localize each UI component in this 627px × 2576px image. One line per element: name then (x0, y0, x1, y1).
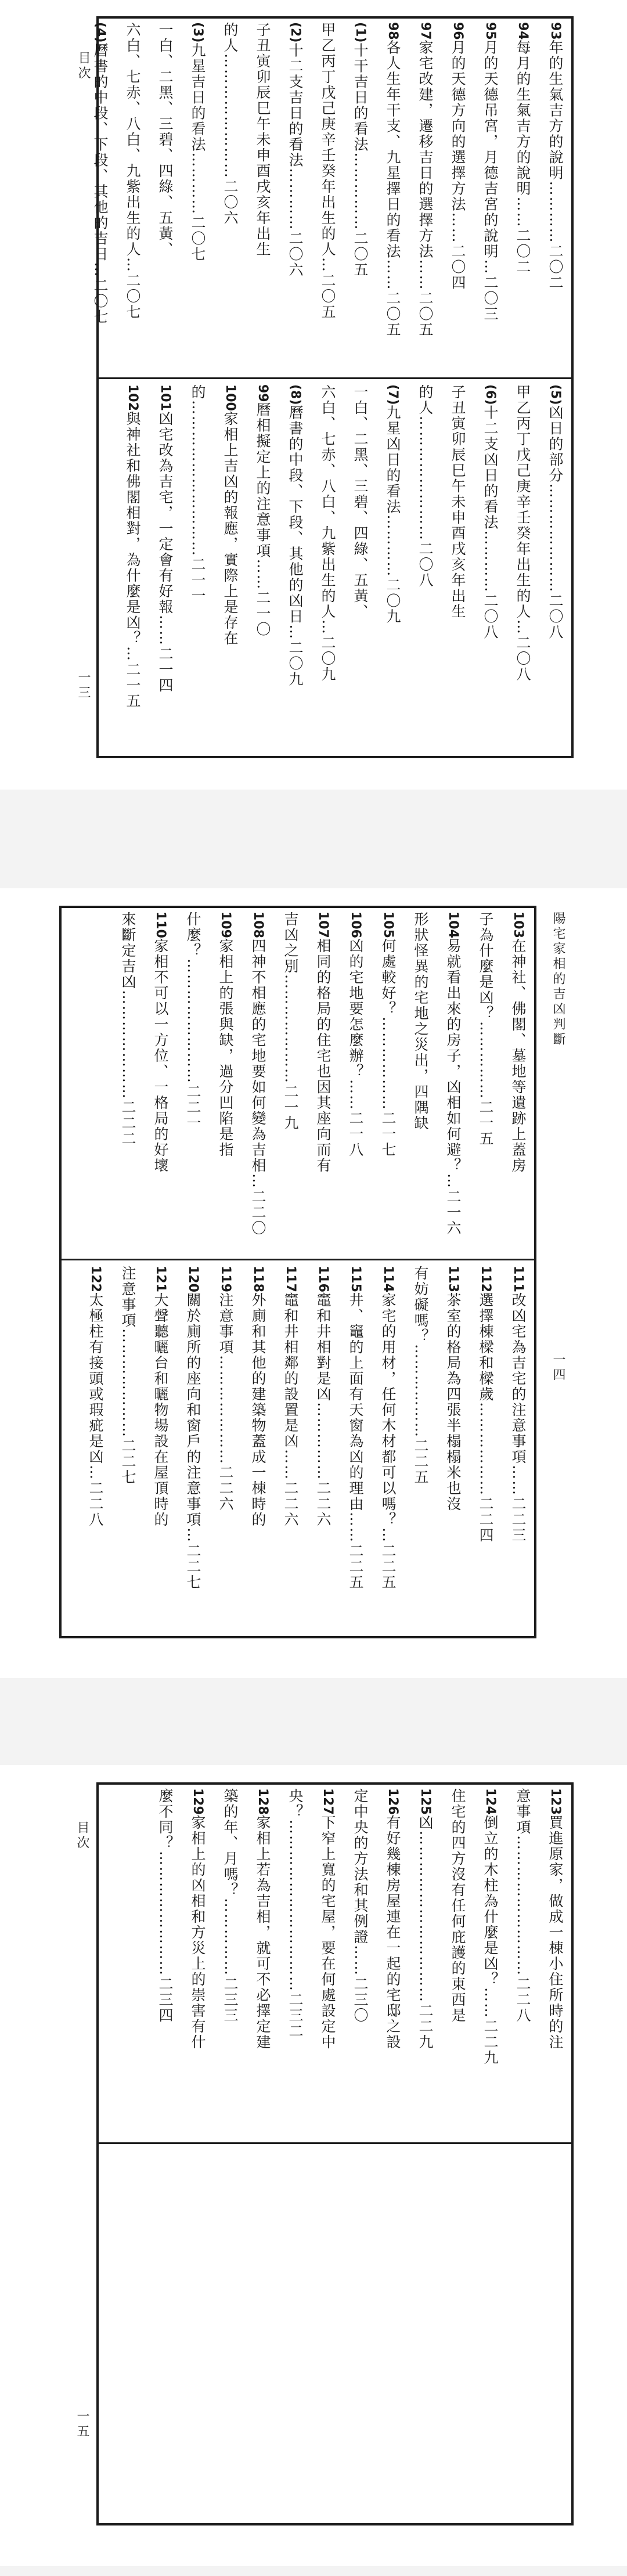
toc-entry (341, 1266, 369, 1631)
entry-text: 家相不可以一方位、一格局的好壞 (152, 938, 169, 1173)
entry-text: 央？……………………………二三二 (287, 1788, 304, 2039)
entry-text: 大聲聽曬台和曬物場設在屋頂時的 (152, 1292, 169, 1527)
entry-text: 家相上的凶相和方災上的崇害有什 (189, 1814, 206, 2050)
entry-text: 子丑寅卯辰巳午未申酉戌亥年出生 (254, 22, 271, 257)
entry-number: 104 (446, 911, 460, 938)
entry-text: 子丑寅卯辰巳午未申酉戌亥年出生 (449, 384, 466, 619)
toc-entry (151, 1788, 179, 2137)
entry-text: 井、竈的上面有天窗為凶的理由……二二五 (347, 1292, 364, 1590)
toc-entry (248, 22, 276, 370)
entry-number: 99 (255, 384, 270, 402)
entry-text: 注意事項…………………二二六 (217, 1292, 234, 1512)
entry-number: 111 (511, 1266, 525, 1292)
entry-number: 95 (483, 22, 498, 40)
toc-top-block (60, 911, 532, 1254)
entry-text: 有妨礙嗎？………………二二五 (412, 1266, 429, 1485)
toc-entry (541, 1788, 569, 2137)
entry-number: 123 (548, 1788, 563, 1815)
entry-text: 家相上吉凶的報應，實際上是存在 (222, 410, 239, 646)
toc-entry (179, 1266, 207, 1631)
toc-entry (379, 384, 406, 754)
toc-entry (86, 22, 114, 370)
entry-number: 126 (385, 1788, 400, 1815)
toc-entry (406, 911, 434, 1254)
toc-divider (99, 377, 571, 379)
entry-text: 月的天德吊宮，月德吉宮的說明…二〇三 (482, 39, 499, 322)
entry-text: 月的天德方向的選擇方法……二〇四 (449, 39, 466, 291)
entry-text: 竈和井相鄰的設置是凶……二二六 (282, 1292, 299, 1527)
toc-entry (244, 911, 272, 1254)
entry-text: 關於廁所的座向和窗戶的注意事項…二二七 (185, 1292, 201, 1590)
toc-entry (411, 384, 439, 754)
entry-text: 築的年、月嗎？……………二三三 (222, 1788, 239, 2023)
toc-entry (476, 384, 504, 754)
entry-number: 119 (218, 1266, 233, 1292)
entry-text: 每月的生氣吉方的說明……二〇二 (514, 39, 531, 275)
toc-entry (476, 1788, 504, 2137)
toc-entry (374, 911, 402, 1254)
entry-text: 家相上若為吉相，就可不必擇定建 (254, 1814, 271, 2050)
entry-text: 住宅的四方沒有任何庇護的東西是 (449, 1788, 466, 2023)
toc-entry (114, 911, 142, 1254)
entry-text: 與神社和佛閣相對，為什麼是凶？…二一五 (124, 410, 141, 709)
entry-text: 十干吉日的看法……………二〇五 (352, 42, 369, 278)
entry-text: 家相上的張與缺，過分凹陷是指 (217, 938, 234, 1158)
entry-number: 114 (381, 1266, 395, 1292)
entry-number: 115 (348, 1266, 363, 1292)
entry-text: 的…………………………二一一 (189, 384, 206, 604)
entry-text: 凶日的部分…………………二〇八 (547, 405, 564, 640)
entry-number: 125 (418, 1788, 433, 1815)
toc-bottom-block (60, 1266, 532, 1631)
toc-entry (374, 1266, 402, 1631)
entry-text: 曆書的中段、下段、其他的吉日…二〇七 (92, 42, 109, 325)
entry-number: 106 (348, 911, 363, 938)
entry-number: (5) (548, 384, 563, 405)
toc-entry (81, 1266, 109, 1631)
entry-number: 103 (511, 911, 525, 938)
entry-text: 的人……………………二〇八 (417, 384, 434, 588)
toc-entry (504, 911, 532, 1254)
toc-entry (281, 384, 309, 754)
toc-entry (146, 1266, 174, 1631)
entry-text: 何處較好？………………二一七 (380, 938, 397, 1158)
entry-text: 倒立的木柱為什麼是凶？……二二九 (482, 1814, 499, 2066)
entry-text: 易就看出來的房子，凶相如何避？…二一六 (445, 938, 462, 1236)
entry-number: 127 (320, 1788, 335, 1815)
entry-number: 112 (478, 1266, 493, 1292)
toc-entry (281, 22, 309, 370)
toc-entry (439, 1266, 467, 1631)
toc-entry (118, 384, 146, 754)
entry-number: 117 (283, 1266, 298, 1292)
folio: 一五 (75, 2409, 89, 2440)
entry-text: 六白、七赤、八白、九紫出生的人…二〇九 (319, 384, 336, 682)
running-head: 目次 (75, 1821, 89, 1851)
toc-entry (244, 1266, 272, 1631)
page-1 (0, 0, 627, 790)
toc-entry (183, 22, 211, 370)
toc-entry (444, 22, 471, 370)
folio: 一三 (76, 671, 91, 701)
entry-text: 茶室的格局為四張半榻榻米也沒 (445, 1292, 462, 1512)
entry-text: 一白、二黑、三碧、四綠、五黃、 (352, 384, 369, 619)
entry-text: 太極柱有接頭或瑕疵是凶…二二八 (87, 1292, 104, 1527)
toc-entry (346, 1788, 374, 2137)
toc-entry (476, 22, 504, 370)
toc-entry (411, 22, 439, 370)
entry-text: 吉凶之別…………………二一九 (282, 911, 299, 1131)
entry-number: 124 (483, 1788, 498, 1815)
entry-text: 有好幾棟房屋連在一起的宅邸之設 (384, 1814, 401, 2050)
toc-entry (341, 911, 369, 1254)
toc-entry (211, 1266, 239, 1631)
toc-entry (314, 22, 341, 370)
entry-text: 選擇棟樑和樑歲………………二二四 (477, 1292, 494, 1543)
toc-top-block (92, 22, 569, 370)
page-3 (0, 1765, 627, 2566)
running-head: 陽宅家相的吉凶判斷 (551, 911, 565, 1047)
entry-number: 116 (316, 1266, 330, 1292)
toc-entry (248, 384, 276, 754)
page-2 (0, 888, 627, 1678)
toc-entry (183, 1788, 211, 2137)
entry-number: (1) (353, 22, 367, 43)
entry-text: 六白、七赤、八白、九紫出生的人…二〇七 (124, 22, 141, 320)
toc-frame (92, 16, 574, 758)
entry-text: 的人……………………二〇六 (222, 22, 239, 226)
entry-text: 家宅改建，遷移吉日的選擇方法……二〇五 (417, 39, 434, 338)
toc-entry (444, 384, 471, 754)
toc-entry (276, 911, 304, 1254)
entry-text: 曆相擬定上的注意事項……二一〇 (254, 402, 271, 637)
entry-number: 96 (451, 22, 465, 40)
entry-text: 買進原家，做成一棟小住所時的注 (547, 1814, 564, 2050)
toc-entry (216, 1788, 244, 2137)
toc-entry (314, 1788, 341, 2137)
entry-number: 113 (446, 1266, 460, 1292)
entry-text: 四神不相應的宅地要如何變為吉相…二二〇 (250, 938, 266, 1236)
toc-entry (151, 384, 179, 754)
entry-text: 相同的格局的住宅也因其座向而有 (315, 938, 331, 1173)
entry-number: 93 (548, 22, 563, 40)
folio: 一四 (551, 1353, 565, 1383)
toc-entry (179, 911, 207, 1254)
toc-entry (146, 911, 174, 1254)
entry-number: (2) (288, 22, 302, 43)
entry-number: 110 (153, 911, 168, 938)
toc-top-block (98, 1788, 569, 2137)
entry-text: 十二支吉日的看法…………二〇六 (287, 42, 304, 278)
entry-number: 128 (255, 1788, 270, 1815)
entry-number: 109 (218, 911, 233, 938)
toc-entry (309, 911, 337, 1254)
toc-entry (216, 384, 244, 754)
toc-entry (504, 1266, 532, 1631)
entry-number: 118 (251, 1266, 265, 1292)
entry-text: 來斷定吉凶…………………二二二 (120, 911, 136, 1147)
entry-text: 九星凶日的看法…………二〇九 (384, 405, 401, 625)
entry-text: 在神社、佛閣、墓地等遺跡上蓋房 (510, 938, 527, 1173)
toc-entry (183, 384, 211, 754)
toc-entry (406, 1266, 434, 1631)
entry-text: 十二支凶日的看法…………二〇八 (482, 405, 499, 640)
entry-number: 97 (418, 22, 433, 40)
entry-number: 121 (153, 1266, 168, 1292)
entry-number: (8) (288, 384, 302, 405)
entry-number: 100 (223, 384, 237, 411)
toc-entry (151, 22, 179, 370)
toc-entry (444, 1788, 471, 2137)
toc-frame (96, 1782, 574, 2525)
entry-number: (3) (190, 22, 205, 43)
toc-entry (509, 22, 536, 370)
entry-text: 定中央的方法和其例證……二三〇 (352, 1788, 369, 2023)
entry-number: 129 (190, 1788, 205, 1815)
toc-entry (346, 22, 374, 370)
toc-entry (379, 22, 406, 370)
running-head: 目次 (76, 51, 91, 81)
entry-number: (6) (483, 384, 498, 405)
entry-text: 凶的宅地要怎麼辦？……二一八 (347, 938, 364, 1158)
entry-text: 什麼？……………………二二一 (185, 911, 201, 1131)
toc-entry (248, 1788, 276, 2137)
toc-entry (509, 1788, 536, 2137)
entry-text: 曆書的中段、下段、其他的凶日…二〇九 (287, 405, 304, 687)
toc-entry (471, 911, 499, 1254)
toc-entry (281, 1788, 309, 2137)
entry-text: 甲乙丙丁戊己庚辛壬癸年出生的人…二〇八 (514, 384, 531, 682)
entry-text: 子為什麼是凶？……………二一五 (477, 911, 494, 1147)
entry-text: 外廁和其他的建築物蓋成一棟時的 (250, 1292, 266, 1527)
entry-text: 竈和井相對是凶……………二二六 (315, 1292, 331, 1527)
toc-entry (411, 1788, 439, 2137)
toc-entry (276, 1266, 304, 1631)
entry-number: (7) (385, 384, 400, 405)
entry-text: 甲乙丙丁戊己庚辛壬癸年出生的人…二〇五 (319, 22, 336, 320)
toc-entry (346, 384, 374, 754)
toc-entry (211, 911, 239, 1254)
toc-entry (118, 22, 146, 370)
entry-number: 94 (516, 22, 530, 40)
entry-number: 105 (381, 911, 395, 938)
entry-text: 形狀怪異的宅地之災出，四隅缺 (412, 911, 429, 1131)
entry-text: 各人生年干支、九星擇日的看法……二〇五 (384, 39, 401, 338)
entry-text: 一白、二黑、三碧、四綠、五黃、 (157, 22, 174, 257)
toc-entry (114, 1266, 142, 1631)
toc-entry (541, 22, 569, 370)
toc-entry (471, 1266, 499, 1631)
entry-number: 102 (125, 384, 140, 411)
entry-text: 改凶宅為吉宅的注意事項……二二三 (510, 1292, 527, 1543)
entry-number: 101 (158, 384, 172, 411)
toc-entry (509, 384, 536, 754)
entry-text: 年的生氣吉方的說明…………二〇二 (547, 39, 564, 291)
entry-text: 凶宅改為吉宅，一定會有好報……二一四 (157, 410, 174, 693)
toc-entry (439, 911, 467, 1254)
entry-number: (4) (93, 22, 107, 43)
entry-text: 九星吉日的看法…………二〇七 (189, 42, 206, 262)
toc-entry (309, 1266, 337, 1631)
entry-number: 98 (385, 22, 400, 40)
toc-divider (99, 2142, 571, 2144)
entry-text: 家宅的用材，任何木材都可以嗎？…二二五 (380, 1292, 397, 1590)
entry-number: 108 (251, 911, 265, 938)
toc-entry (314, 384, 341, 754)
toc-bottom-block (98, 384, 569, 754)
entry-number: 122 (88, 1266, 103, 1292)
entry-number: 107 (316, 911, 330, 938)
entry-text: 注意事項…………………二二七 (120, 1266, 136, 1485)
entry-text: 意事項………………………二二八 (514, 1788, 531, 2023)
toc-divider (62, 1259, 534, 1260)
entry-number: 120 (186, 1266, 200, 1292)
toc-frame (59, 906, 536, 1638)
entry-text: 下窄上寬的宅屋，要在何處設定中 (319, 1814, 336, 2050)
entry-text: 麼不同？……………………二三四 (157, 1788, 174, 2023)
toc-entry (216, 22, 244, 370)
toc-entry (379, 1788, 406, 2137)
toc-entry (541, 384, 569, 754)
entry-text: 凶……………………………二二九 (417, 1814, 434, 2050)
